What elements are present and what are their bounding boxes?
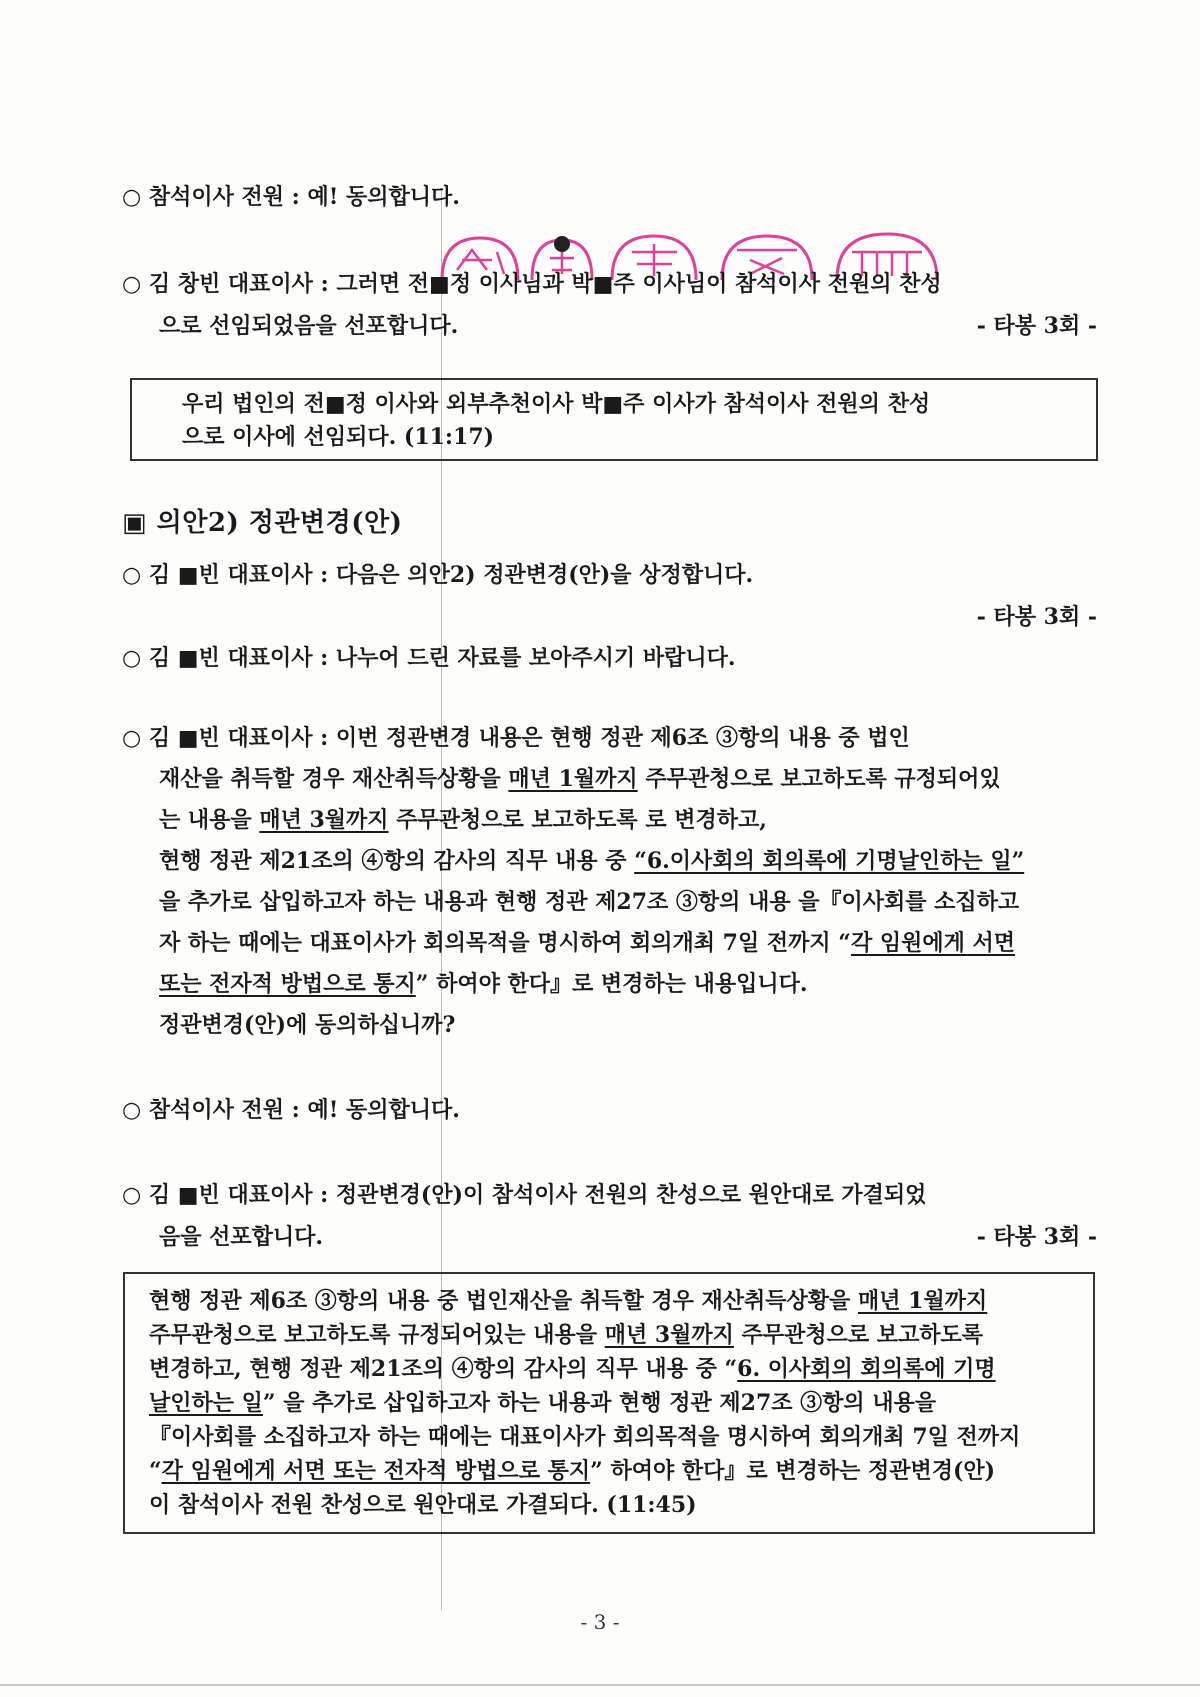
statement-text: ○ 김 ■빈 대표이사 : 나누어 드린 자료를 보아주시기 바랍니다.: [122, 645, 736, 671]
statement-all-directors-agree-1: [122, 176, 1097, 218]
bottom-rule: [0, 1684, 1200, 1686]
statement-ceo-amendment-details: [122, 718, 1097, 1046]
underlined-notice: 각 임원에게 서면 또는 전자적 방법으로 통지: [161, 1458, 591, 1484]
resolution-box-amendment: [123, 1272, 1095, 1534]
resolution-line-2: 으로 이사에 선임되다. (11:17): [182, 424, 495, 450]
underlined-notice-1: 각 임원에게 서면: [850, 930, 1016, 956]
statement-line-1: ○ 김 창빈 대표이사 : 그러면 전■정 이사님과 박■주 이사님이 참석이사 전원의 찬성: [122, 271, 942, 297]
detail-line-5: 을 추가로 삽입하고자 하는 내용과 현행 정관 제27조 ③항의 내용 을『이사회를 소집하고: [159, 889, 1020, 915]
statement-line-2: 음을 선포합니다.: [159, 1224, 324, 1250]
gavel-count: - 타봉 3회 -: [976, 313, 1097, 339]
detail-line-1: ○ 김 ■빈 대표이사 : 이번 정관변경 내용은 현행 정관 제6조 ③항의 내용 중 법인: [122, 725, 910, 751]
underlined-auditor-duty-2: 날인하는 일: [149, 1390, 263, 1416]
detail-line-3: 는 내용을 매년 3월까지 주무관청으로 보고하도록 로 변경하고,: [159, 807, 767, 833]
agenda-heading: ▣ 의안2) 정관변경(안): [122, 508, 403, 538]
statement-ceo-declare-passed: [122, 1174, 1097, 1258]
statement-line-1: ○ 김 ■빈 대표이사 : 정관변경(안)이 참석이사 전원의 찬성으로 원안대로 가결되었: [122, 1182, 927, 1208]
detail-line-8: 정관변경(안)에 동의하십니까?: [159, 1012, 456, 1038]
gavel-count: - 타봉 3회 -: [976, 604, 1097, 630]
resolution-line-6: “각 임원에게 서면 또는 전자적 방법으로 통지” 하여야 한다』로 변경하는 정관변경(안): [149, 1458, 996, 1484]
resolution-line-2: 주무관청으로 보고하도록 규정되어있는 내용을 매년 3월까지 주무관청으로 보고하도록: [149, 1322, 984, 1348]
resolution-line-4: 날인하는 일” 을 추가로 삽입하고자 하는 내용과 현행 정관 제27조 ③항의 내용을: [149, 1390, 937, 1416]
statement-ceo-present-agenda: [122, 554, 1097, 638]
resolution-line-1: 우리 법인의 전■정 이사와 외부추천이사 박■주 이사가 참석이사 전원의 찬성: [182, 391, 931, 417]
statement-ceo-declare-election: [122, 263, 1097, 347]
resolution-box-election: [130, 378, 1098, 461]
underlined-deadline-january: 매년 1월까지: [508, 766, 638, 792]
underlined-notice-2: 또는 전자적 방법으로 통지: [159, 971, 416, 997]
statement-text: ○ 참석이사 전원 : 예! 동의합니다.: [122, 184, 460, 210]
detail-line-4: 현행 정관 제21조의 ④항의 감사의 직무 내용 중 “6.이사회의 회의록에 기명날인하는 일”: [159, 848, 1025, 874]
resolution-line-1: 현행 정관 제6조 ③항의 내용 중 법인재산을 취득할 경우 재산취득상황을 매년 1월까지: [149, 1288, 988, 1314]
statement-line-1: ○ 김 ■빈 대표이사 : 다음은 의안2) 정관변경(안)을 상정합니다.: [122, 562, 754, 588]
resolution-line-5: 『이사회를 소집하고자 하는 때에는 대표이사가 회의목적을 명시하여 회의개최 7일 전까지: [149, 1424, 1021, 1450]
page-number: - 3 -: [580, 1610, 620, 1634]
resolution-line-3: 변경하고, 현행 정관 제21조의 ④항의 감사의 직무 내용 중 “6. 이사회의 회의록에 기명: [149, 1356, 996, 1382]
underlined-deadline-march: 매년 3월까지: [604, 1322, 734, 1348]
underlined-deadline-january: 매년 1월까지: [857, 1288, 988, 1314]
statement-ceo-see-materials: [122, 637, 1097, 679]
detail-line-6: 자 하는 때에는 대표이사가 회의목적을 명시하여 회의개최 7일 전까지 “각 임원에게 서면: [159, 930, 1016, 956]
detail-line-7: 또는 전자적 방법으로 통지” 하여야 한다』로 변경하는 내용입니다.: [159, 971, 808, 997]
underlined-auditor-duty-1: 6. 이사회의 회의록에 기명: [737, 1356, 996, 1382]
underlined-auditor-duty: “6.이사회의 회의록에 기명날인하는 일”: [634, 848, 1025, 874]
gavel-count: - 타봉 3회 -: [976, 1224, 1097, 1250]
detail-line-2: 재산을 취득할 경우 재산취득상황을 매년 1월까지 주무관청으로 보고하도록 규정되어있: [159, 766, 1001, 792]
underlined-deadline-march: 매년 3월까지: [259, 807, 389, 833]
statement-line-2: 으로 선임되었음을 선포합니다.: [159, 313, 459, 339]
statement-all-directors-agree-2: [122, 1089, 1097, 1131]
statement-text: ○ 참석이사 전원 : 예! 동의합니다.: [122, 1097, 460, 1123]
resolution-line-7: 이 참석이사 전원 찬성으로 원안대로 가결되다. (11:45): [149, 1492, 697, 1518]
